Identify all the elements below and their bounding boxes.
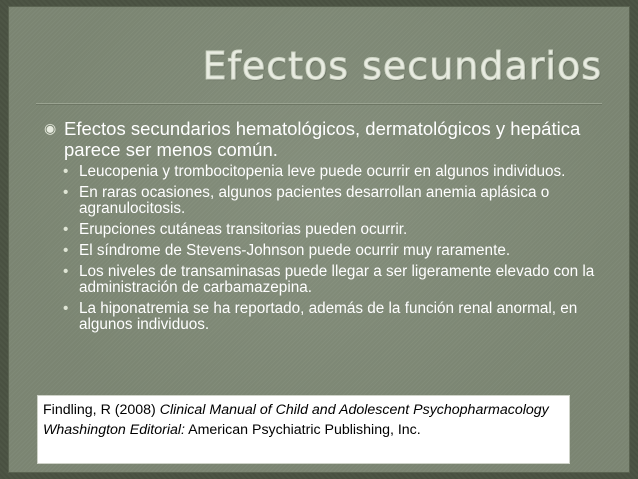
bullet-dot-icon: • [63, 263, 69, 280]
sub-bullet-list [44, 164, 610, 333]
sub-bullet-item [61, 301, 610, 333]
reference-publisher: American Psychiatric Publishing, Inc. [184, 421, 421, 438]
sub-bullet-text: Leucopenia y trombocitopenia leve puede ocurrir en algunos individuos. [79, 163, 566, 180]
sub-bullet-item [61, 243, 610, 259]
main-bullet-text: Efectos secundarios hematológicos, dermatológicos y hepática parece ser menos común. [64, 118, 581, 160]
bullet-dot-icon: • [63, 163, 69, 180]
bullet-dot-icon: • [63, 300, 69, 317]
reference-book-title: Clinical Manual of Child and Adolescent Psychopharmacology Whashington Editorial: [43, 402, 549, 438]
reference-box [37, 395, 570, 464]
sub-bullet-item [61, 164, 610, 180]
sub-bullet-item [61, 222, 610, 238]
bullet-dot-icon: • [63, 184, 69, 201]
sub-bullet-text: En raras ocasiones, algunos pacientes desarrollan anemia aplásica o agranulocitosis. [79, 184, 550, 217]
title-divider [36, 103, 602, 105]
sub-bullet-text: El síndrome de Stevens-Johnson puede ocurrir muy raramente. [79, 242, 511, 259]
sub-bullet-text: La hiponatremia se ha reportado, además de la función renal anormal, en algunos individuos. [79, 300, 578, 333]
slide-content [44, 118, 610, 338]
slide-title: Efectos secundarios [202, 44, 602, 88]
sub-bullet-item [61, 185, 610, 217]
sub-bullet-text: Los niveles de transaminasas puede llegar a ser ligeramente elevado con la administración de carbamazepina. [79, 263, 595, 296]
circled-dot-icon: ◉ [44, 120, 57, 136]
sub-bullet-item [61, 264, 610, 296]
bullet-dot-icon: • [63, 221, 69, 238]
bullet-dot-icon: • [63, 242, 69, 259]
reference-author: Findling, R (2008) [43, 402, 160, 418]
sub-bullet-text: Erupciones cutáneas transitorias pueden ocurrir. [79, 221, 408, 238]
main-bullet-item [44, 118, 610, 160]
